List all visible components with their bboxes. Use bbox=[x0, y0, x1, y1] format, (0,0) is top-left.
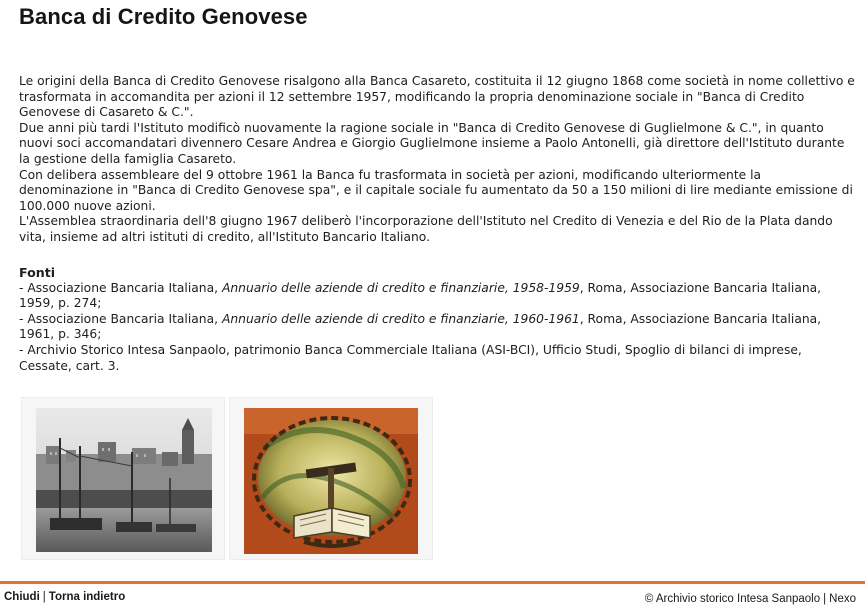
footer-divider bbox=[0, 581, 865, 584]
source-suffix: , Roma, Associazione Bancaria Italiana, 1959, p. 274; bbox=[19, 280, 822, 311]
nav-separator: | bbox=[42, 591, 46, 603]
credit-separator: | bbox=[823, 593, 827, 605]
source-prefix: - Associazione Bancaria Italiana, bbox=[19, 280, 222, 295]
paragraph: Le origini della Banca di Credito Genovese risalgono alla Banca Casareto, costituita il 12 giugno 1868 come società in nome collettivo e trasformata in accomandita per azioni il 12 settembre 1957, modificando la propria denominazione sociale in "Banca di Credito Genovese di Casareto & C.". bbox=[19, 74, 855, 120]
footer-credit bbox=[645, 593, 856, 605]
copyright-text: © Archivio storico Intesa Sanpaolo bbox=[644, 593, 821, 605]
back-link[interactable]: Torna indietro bbox=[48, 591, 126, 603]
source-title: Annuario delle aziende di credito e finanziarie, 1958-1959 bbox=[221, 280, 580, 295]
footer-nav bbox=[4, 591, 125, 603]
mining-emblem-icon bbox=[244, 408, 418, 554]
close-link[interactable]: Chiudi bbox=[4, 591, 40, 603]
paragraph: Con delibera assembleare del 9 ottobre 1961 la Banca fu trasformata in società per azioni, modificando ulteriormente la denominazione in "Banca di Credito Genovese spa", e il capitale sociale fu aumentato da 50 a 150 milioni di lire mediante emissione di 100.000 nuove azioni. bbox=[19, 167, 853, 213]
source-item bbox=[19, 281, 855, 312]
history-text bbox=[19, 74, 855, 246]
source-suffix: , Roma, Associazione Bancaria Italiana, 1961, p. 346; bbox=[19, 311, 822, 342]
nexo-link[interactable]: Nexo bbox=[829, 593, 856, 605]
source-item bbox=[19, 343, 855, 374]
source-item bbox=[19, 312, 855, 343]
harbor-thumbnail[interactable] bbox=[21, 397, 225, 560]
paragraph: L'Assemblea straordinaria dell'8 giugno 1967 deliberò l'incorporazione dell'Istituto nel Credito di Venezia e del Rio de la Plata dando vita, insieme ad altri istituti di credito, all'Istituto Bancario Italiano. bbox=[19, 214, 833, 244]
emblem-thumbnail[interactable] bbox=[229, 397, 433, 560]
source-prefix: - Associazione Bancaria Italiana, bbox=[19, 311, 222, 326]
page-title: Banca di Credito Genovese bbox=[19, 4, 308, 29]
source-prefix: - Archivio Storico Intesa Sanpaolo, patrimonio Banca Commerciale Italiana (ASI-BCI), Ufficio Studi, Spoglio di bilanci di imprese, Cessate, cart. 3. bbox=[19, 342, 802, 373]
harbor-photo-icon bbox=[36, 408, 212, 552]
sources-heading: Fonti bbox=[19, 265, 56, 280]
sources-section bbox=[19, 265, 855, 374]
source-title: Annuario delle aziende di credito e finanziarie, 1960-1961 bbox=[221, 311, 580, 326]
paragraph: Due anni più tardi l'Istituto modificò nuovamente la ragione sociale in "Banca di Credito Genovese di Guglielmone & C.", in quanto nuovi soci accomandatari divennero Cesare Andrea e Giorgio Guglielmone insieme a Paolo Antonelli, già direttore dell'Istituto durante la gestione della famiglia Casareto. bbox=[19, 120, 845, 166]
